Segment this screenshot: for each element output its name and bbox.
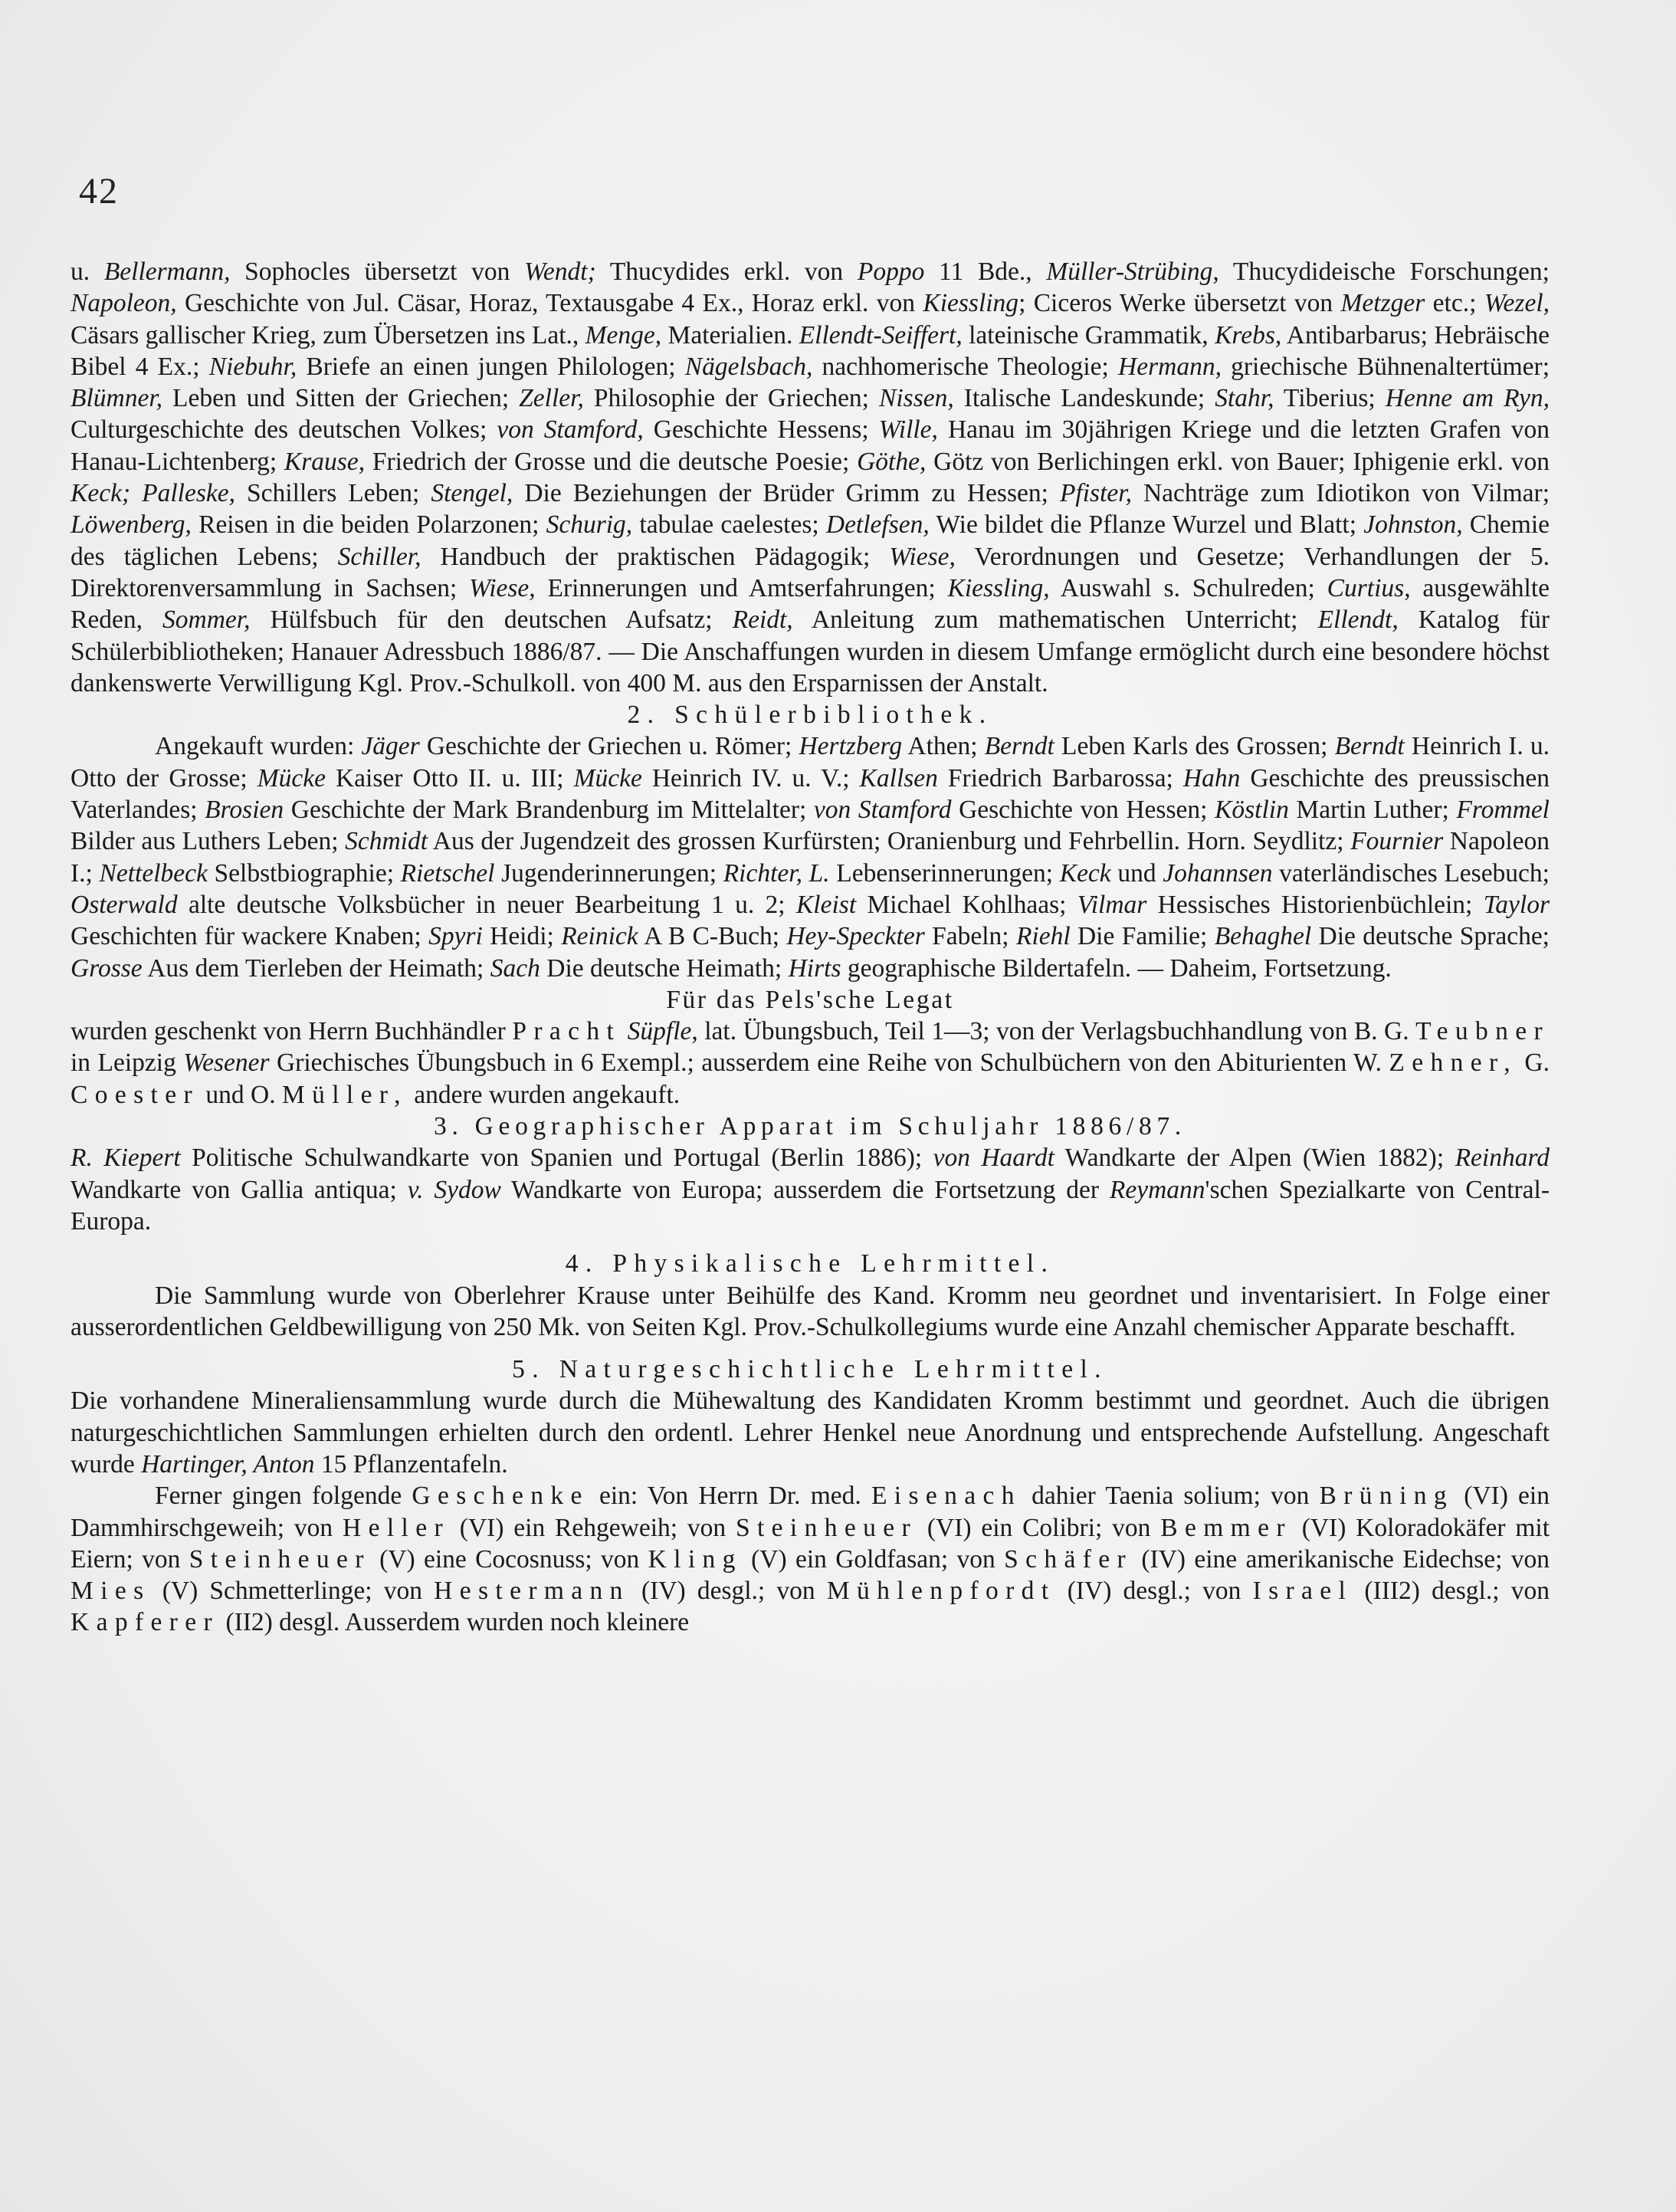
text-run: Bilder aus Luthers Leben; — [71, 827, 346, 856]
author-name: Behaghel — [1214, 922, 1312, 951]
text-run: Philosophie der Griechen; — [583, 384, 880, 413]
text-run: (V) ein Goldfasan; von — [742, 1544, 1005, 1574]
author-name: Süpfle, — [627, 1017, 698, 1046]
author-name: Ellendt-Seiffert, — [799, 320, 963, 350]
author-name: Mücke — [573, 763, 642, 793]
text-run: Die Familie; — [1070, 922, 1215, 951]
spaced-name: Pracht — [512, 1017, 622, 1046]
author-name: Richter, L. — [723, 858, 830, 888]
text-run: Antibarbarus; Hebräische Bibel 4 Ex.; — [71, 320, 1550, 381]
text-run: Italische Landeskunde; — [953, 384, 1215, 413]
author-name: Reinick — [561, 922, 638, 951]
text-run: in Leipzig — [71, 1049, 184, 1078]
text-run: (VI) ein Rehgeweih; von — [449, 1513, 736, 1542]
text-run: lateinische Grammatik, — [962, 320, 1215, 350]
paragraph-pels-legat — [71, 1016, 1550, 1111]
text-run: A B C-Buch; — [638, 922, 787, 951]
heading-naturgeschichtliche-lehrmittel: 5. Naturgeschichtliche Lehrmittel. — [512, 1355, 1108, 1384]
author-name: Köstlin — [1215, 796, 1289, 825]
text-run: alte deutsche Volksbücher in neuer Bearbeitung 1 u. 2; — [177, 890, 796, 919]
author-name: Schurig, — [546, 510, 633, 540]
text-run: Lebenserinnerungen; — [829, 858, 1060, 888]
text-run: Nachträge zum Idiotikon von Vilmar; — [1131, 479, 1550, 508]
author-name: Wezel, — [1484, 289, 1550, 318]
author-name: Stengel, — [431, 479, 513, 508]
text-run: (II2) desgl. Ausserdem wurden noch kleinere — [219, 1608, 690, 1637]
author-name: Detlefsen, — [825, 510, 930, 540]
spaced-name: Zehner, — [1389, 1049, 1517, 1078]
text-run: Materialien. — [661, 320, 799, 350]
author-name: Pfister, — [1059, 479, 1132, 508]
author-name: Wiese, — [469, 573, 536, 602]
spaced-name: Israel — [1252, 1577, 1353, 1606]
text-run: Geschichte von Hessen; — [951, 796, 1215, 825]
text-run: Michael Kohlhaas; — [856, 890, 1077, 919]
author-name: Fournier — [1350, 827, 1444, 856]
author-name: Menge, — [585, 320, 662, 350]
text-run: Wie bildet die Pflanze Wurzel und Blatt; — [929, 510, 1364, 540]
text-run: Götz von Berlichingen erkl. von Bauer; Iphigenie erkl. von — [926, 447, 1550, 476]
heading-pels-legat: Für das Pels'sche Legat — [666, 985, 954, 1014]
text-run: Hessisches Historienbüchlein; — [1146, 890, 1484, 919]
paragraph-physik — [71, 1280, 1550, 1344]
text-run: G. — [1517, 1049, 1550, 1078]
text-run: Heinrich I. u. Otto der Grosse; — [71, 732, 1550, 793]
paragraph-schuelerbibliothek — [71, 730, 1550, 983]
text-run: (VI) Koloradokäfer mit Eiern; von — [71, 1513, 1550, 1574]
text-run: Chemie des täglichen Lebens; — [71, 510, 1550, 571]
author-name: Keck; — [71, 479, 131, 508]
author-name: Göthe, — [857, 447, 927, 476]
author-name: Vilmar — [1077, 890, 1147, 919]
author-name: Blümner, — [71, 384, 163, 413]
author-name: Hey-Speckter — [786, 922, 925, 951]
text-run: (IV) desgl.; von — [629, 1577, 827, 1606]
author-name: Kiessling, — [947, 573, 1050, 602]
text-run: 15 Pflanzentafeln. — [314, 1449, 508, 1478]
author-name: Krause, — [284, 447, 366, 476]
text-run: (V) Schmetterlinge; von — [150, 1577, 435, 1606]
author-name: Mücke — [257, 763, 326, 793]
text-run: geographische Bildertafeln. — Daheim, Fortsetzung. — [841, 953, 1392, 983]
text-run: Sophocles übersetzt von — [230, 258, 525, 286]
text-run: Geschichten für wackere Knaben; — [71, 922, 429, 951]
text-run — [621, 1017, 627, 1045]
author-name: Palleske, — [142, 479, 235, 508]
author-name: Hirts — [788, 953, 841, 983]
text-run: 11 Bde., — [924, 258, 1047, 286]
author-name: Metzger — [1340, 289, 1425, 318]
text-run: Leben und Sitten der Griechen; — [162, 384, 520, 413]
author-name: Kiessling — [923, 289, 1019, 318]
spaced-name: Geschenke — [412, 1482, 589, 1511]
text-run: Die deutsche Heimath; — [540, 953, 789, 983]
author-name: Nettelbeck — [99, 858, 208, 888]
author-name: Bellermann, — [103, 258, 231, 286]
text-run: Aus dem Tierleben der Heimath; — [142, 953, 490, 983]
paragraph-library-continued — [71, 256, 1550, 699]
author-name: Kleist — [795, 890, 857, 919]
author-name: Hahn — [1182, 763, 1241, 793]
author-name: Müller-Strübing, — [1046, 258, 1219, 286]
spaced-name: Bemmer — [1160, 1513, 1292, 1542]
text-run: Hülfsbuch für den deutschen Aufsatz; — [250, 606, 733, 635]
text-run: Briefe an einen jungen Philologen; — [297, 352, 685, 381]
author-name: Wille, — [878, 415, 938, 445]
author-name: Poppo — [857, 258, 925, 286]
text-run: Heinrich IV. u. V.; — [641, 763, 860, 793]
author-name: Curtius, — [1327, 573, 1411, 602]
author-name: Berndt — [1334, 732, 1405, 761]
author-name: Nägelsbach, — [684, 352, 813, 381]
author-name: Hartinger, Anton — [141, 1449, 315, 1478]
author-name: Riehl — [1015, 922, 1071, 951]
body-text — [71, 256, 1550, 1639]
spaced-name: Teubner — [1415, 1017, 1550, 1046]
spaced-name: Mühlenpfordt — [826, 1577, 1056, 1606]
author-name: Sach — [490, 953, 540, 983]
author-name: Berndt — [984, 732, 1054, 761]
text-run: Erinnerungen und Amtserfahrungen; — [535, 573, 948, 602]
text-run: vaterländisches Lesebuch; — [1272, 858, 1550, 888]
author-name: Schmidt — [345, 827, 428, 856]
text-run: Geschichte Hessens; — [643, 415, 879, 445]
spaced-name: Brüning — [1319, 1482, 1455, 1511]
text-run: Leben Karls des Grossen; — [1054, 732, 1335, 761]
author-name: Osterwald — [71, 890, 178, 919]
text-run: Friedrich der Grosse und die deutsche Poesie; — [365, 447, 858, 476]
author-name: Brosien — [205, 796, 284, 825]
author-name: Jäger — [361, 732, 420, 761]
text-run: Geschichte der Griechen u. Römer; — [419, 732, 799, 761]
author-name: von Stamford — [813, 796, 952, 825]
page-number: 42 — [79, 171, 119, 212]
text-run: Die deutsche Sprache; — [1311, 922, 1550, 951]
author-name: Taylor — [1483, 890, 1550, 919]
paragraph-geographie — [71, 1142, 1550, 1237]
author-name: Kallsen — [859, 763, 938, 793]
text-run: Tiberius; — [1274, 384, 1386, 413]
text-run: Cäsars gallischer Krieg, zum Übersetzen ins Lat., — [71, 320, 585, 350]
spaced-name: Steinheuer — [735, 1513, 918, 1542]
text-run: Napoleon I.; — [71, 827, 1550, 888]
text-run: Reisen in die beiden Polarzonen; — [191, 510, 546, 540]
text-run: (VI) ein Dammhirschgeweih; von — [71, 1482, 1550, 1542]
text-run: griechische Bühnenaltertümer; — [1221, 352, 1550, 381]
spaced-name: Müller, — [281, 1080, 408, 1109]
text-run: Politische Schulwandkarte von Spanien und Portugal (Berlin 1886); — [180, 1144, 933, 1173]
text-run: andere wurden angekauft. — [407, 1080, 681, 1109]
author-name: Henne am Ryn, — [1385, 384, 1550, 413]
heading-geographischer-apparat: 3. Geographischer Apparat im Schuljahr 1886/87. — [434, 1112, 1186, 1141]
text-run: wurden geschenkt von Herrn Buchhändler — [71, 1017, 513, 1046]
spaced-name: Kling — [648, 1544, 743, 1574]
spaced-name: Eisenach — [871, 1482, 1022, 1511]
paragraph-geschenke — [71, 1480, 1550, 1638]
text-run: (IV) desgl.; von — [1055, 1577, 1253, 1606]
author-name: Stahr, — [1215, 384, 1274, 413]
text-run: Anleitung zum mathematischen Unterricht; — [792, 606, 1318, 635]
text-run: Handbuch der praktischen Pädagogik; — [421, 542, 890, 571]
text-run: tabulae caelestes; — [632, 510, 826, 540]
author-name: Rietschel — [400, 858, 495, 888]
text-run: 'schen Spezialkarte von Central-Europa. — [71, 1175, 1550, 1236]
text-run: Kaiser Otto II. u. III; — [325, 763, 574, 793]
author-name: Wendt; — [524, 258, 596, 286]
text-run: ausgewählte Reden, — [71, 573, 1550, 635]
author-name: von Haardt — [933, 1144, 1054, 1173]
text-run: Culturgeschichte des deutschen Volkes; — [71, 415, 497, 445]
text-run: Friedrich Barbarossa; — [937, 763, 1183, 793]
author-name: Napoleon, — [71, 289, 177, 318]
author-name: Niebuhr, — [208, 352, 297, 381]
author-name: Johnston, — [1363, 510, 1463, 540]
text-run: Jugenderinnerungen; — [494, 858, 723, 888]
text-run: ein: Von Herrn Dr. med. — [589, 1482, 871, 1511]
text-run: Wandkarte der Alpen (Wien 1882); — [1054, 1144, 1455, 1173]
text-run: (V) eine Cocosnuss; von — [370, 1544, 648, 1574]
heading-schuelerbibliothek: 2. Schülerbibliothek. — [627, 701, 993, 730]
spaced-name: Steinheuer — [189, 1544, 371, 1574]
text-run: Die vorhandene Mineraliensammlung wurde durch die Mühewaltung des Kandidaten Kromm bestimmt und geordnet. Auch die übrigen naturgeschichtlichen Sammlungen erhielten durch den ordentl. Lehrer Henkel neue Anordnung und entsprechende Aufstellung. Angeschaft wurde — [71, 1387, 1550, 1478]
text-run: etc.; — [1425, 289, 1484, 318]
author-name: v. Sydow — [407, 1175, 501, 1204]
text-run: nachhomerische Theologie; — [812, 352, 1119, 381]
text-run: Auswahl s. Schulreden; — [1049, 573, 1327, 602]
author-name: Schiller, — [337, 542, 421, 571]
text-run: Katalog für Schülerbibliotheken; Hanauer Adressbuch 1886/87. — Die Anschaffungen wurden in diesem Umfange ermöglicht durch eine besondere höchst dankenswerte Verwilligung Kgl. Prov.-Schulkoll. von 400 M. aus den Ersparnissen der Anstalt. — [71, 606, 1550, 697]
text-run: ; Ciceros Werke übersetzt von — [1018, 289, 1341, 318]
text-run: Die Sammlung wurde von Oberlehrer Krause unter Beihülfe des Kand. Kromm neu geordnet und inventarisiert. In Folge einer ausserordentlichen Geldbewilligung von 250 Mk. von Seiten Kgl. Prov.-Schulkollegiums wurde eine Anzahl chemischer Apparate beschafft. — [71, 1281, 1550, 1341]
text-run: Schillers Leben; — [235, 479, 431, 508]
text-run: Wandkarte von Gallia antiqua; — [71, 1175, 408, 1204]
text-run: Selbstbiographie; — [207, 858, 401, 888]
text-run: Hanau im 30jährigen Kriege und die letzten Grafen von Hanau-Lichtenberg; — [71, 415, 1550, 476]
text-run: Ferner gingen folgende — [155, 1482, 412, 1511]
text-run: (IV) eine amerikanische Eidechse; von — [1133, 1544, 1550, 1574]
author-name: Reymann — [1109, 1175, 1205, 1204]
text-run: und — [1110, 858, 1163, 888]
author-name: R. Kiepert — [71, 1144, 181, 1173]
author-name: Wiese, — [889, 542, 956, 571]
text-run: Verordnungen und Gesetze; Verhandlungen der 5. Direktorenversammlung in Sachsen; — [71, 542, 1550, 602]
author-name: Hermann, — [1118, 352, 1222, 381]
text-run: Thucydideische Forschungen; — [1218, 258, 1550, 286]
text-run: Martin Luther; — [1288, 796, 1457, 825]
spaced-name: Mies — [71, 1577, 151, 1606]
author-name: Johannsen — [1163, 858, 1273, 888]
spaced-name: Coester — [71, 1080, 199, 1109]
text-run: Heidi; — [482, 922, 562, 951]
author-name: Keck — [1059, 858, 1111, 888]
heading-physikalische-lehrmittel: 4. Physikalische Lehrmittel. — [565, 1249, 1055, 1278]
author-name: Ellendt, — [1317, 606, 1399, 635]
author-name: Zeller, — [519, 384, 584, 413]
spaced-name: Heller — [343, 1513, 450, 1542]
spaced-name: Kapferer — [71, 1608, 220, 1637]
text-run: (VI) ein Colibri; von — [917, 1513, 1161, 1542]
text-run: Angekauft wurden: — [155, 732, 362, 761]
spaced-name: Hestermann — [434, 1577, 630, 1606]
paragraph-naturgeschichte — [71, 1385, 1550, 1480]
author-name: Reidt, — [732, 606, 793, 635]
author-name: Nissen, — [879, 384, 954, 413]
author-name: Spyri — [428, 922, 483, 951]
text-run — [130, 479, 142, 507]
text-run: Geschichte der Mark Brandenburg im Mittelalter; — [284, 796, 814, 825]
author-name: Frommel — [1456, 796, 1550, 825]
author-name: Krebs, — [1215, 320, 1282, 350]
text-run: lat. Übungsbuch, Teil 1—3; von der Verlagsbuchhandlung von B. G. — [697, 1017, 1416, 1046]
text-run: und O. — [199, 1080, 282, 1109]
author-name: Grosse — [71, 953, 143, 983]
text-run: Geschichte des preussischen Vaterlandes; — [71, 763, 1550, 825]
author-name: Sommer, — [162, 606, 251, 635]
text-run: Die Beziehungen der Brüder Grimm zu Hessen; — [513, 479, 1060, 508]
author-name: Löwenberg, — [71, 510, 192, 540]
author-name: Wesener — [183, 1049, 270, 1078]
text-run: (III2) desgl.; von — [1353, 1577, 1550, 1606]
text-run: u. — [71, 258, 104, 286]
text-run: Wandkarte von Europa; ausserdem die Fortsetzung der — [500, 1175, 1110, 1204]
author-name: Hertzberg — [799, 732, 903, 761]
author-name: Reinhard — [1455, 1144, 1550, 1173]
text-run: Athen; — [902, 732, 985, 761]
text-run: Griechisches Übungsbuch in 6 Exempl.; ausserdem eine Reihe von Schulbüchern von den Abiturienten W. — [269, 1049, 1389, 1078]
text-run: Fabeln; — [924, 922, 1016, 951]
text-run: Geschichte von Jul. Cäsar, Horaz, Textausgabe 4 Ex., Horaz erkl. von — [176, 289, 923, 318]
spaced-name: Schäfer — [1004, 1544, 1133, 1574]
text-run: Thucydides erkl. von — [595, 258, 858, 286]
text-run: dahier Taenia solium; von — [1021, 1482, 1320, 1511]
author-name: von Stamford, — [497, 415, 644, 445]
text-run: Aus der Jugendzeit des grossen Kurfürsten; Oranienburg und Fehrbellin. Horn. Seydlitz; — [428, 827, 1351, 856]
